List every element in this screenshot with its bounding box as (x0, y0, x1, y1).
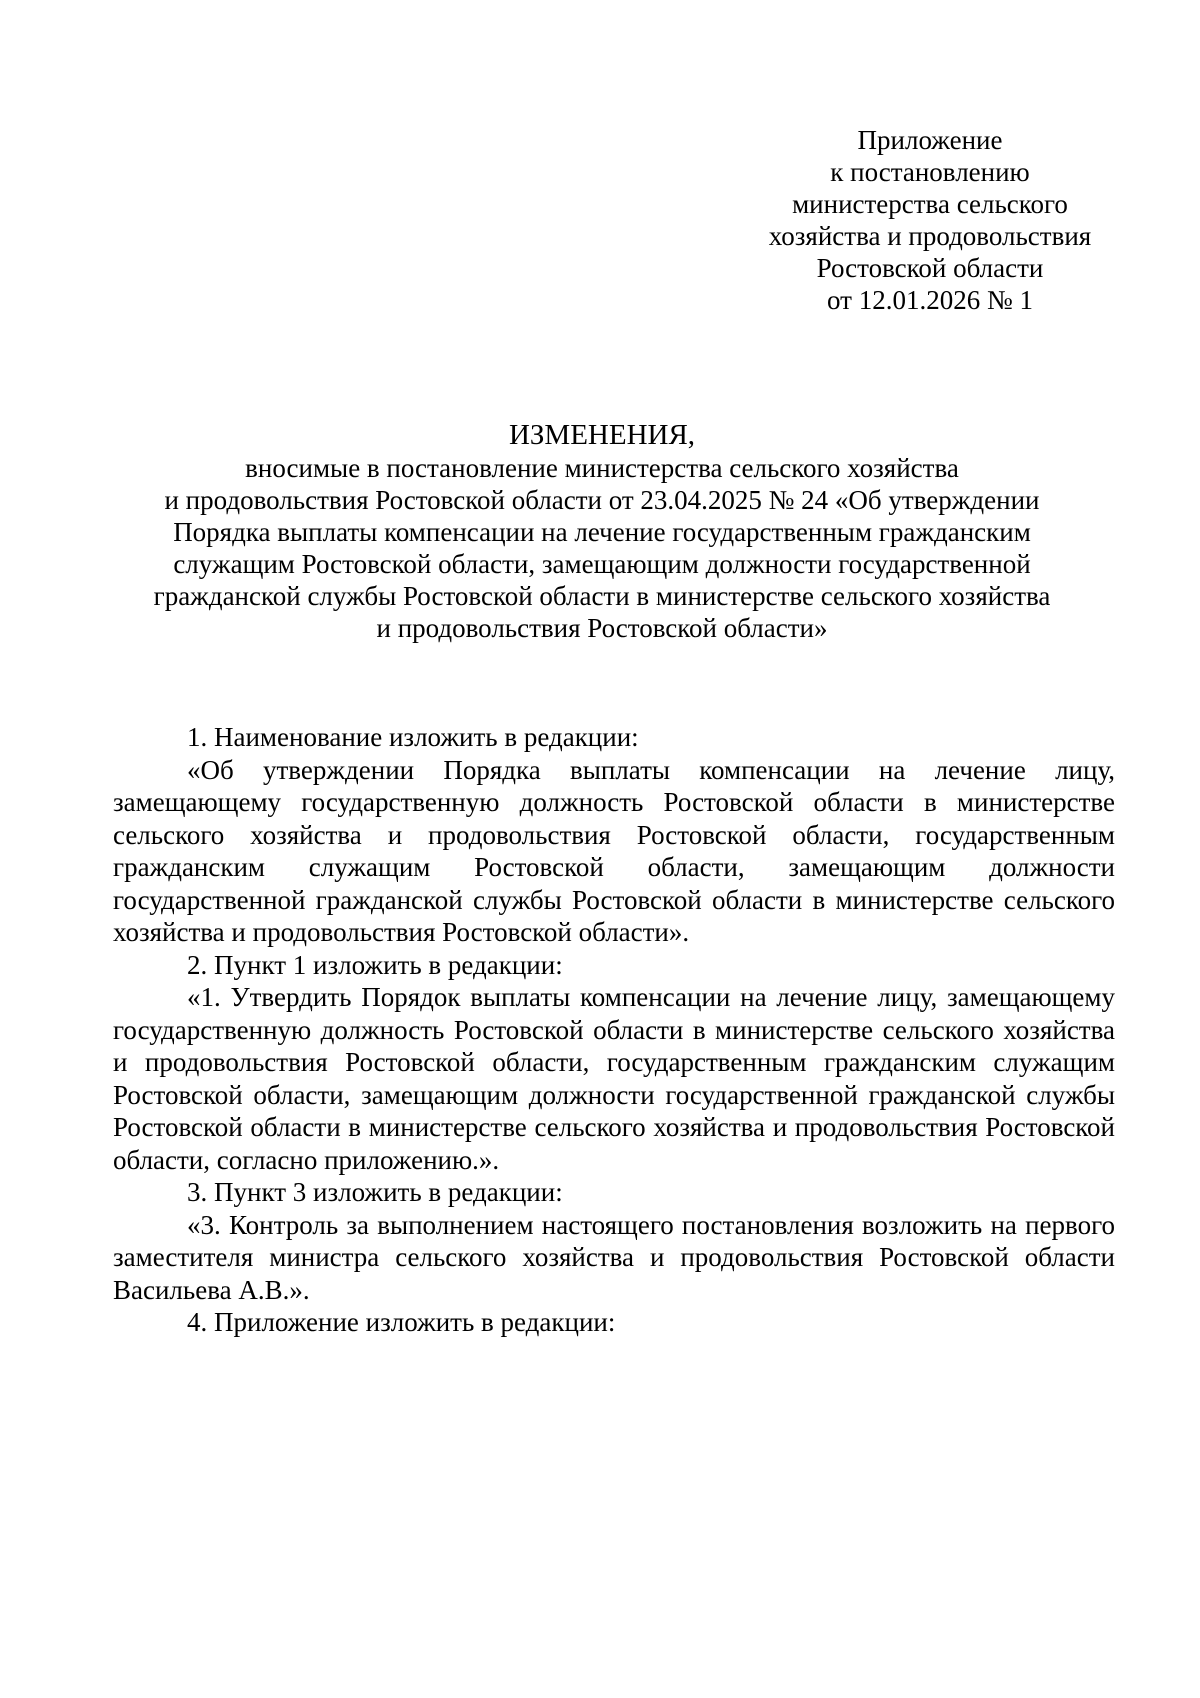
paragraph: «3. Контроль за выполнением настоящего постановления возложить на первого заместителя министра сельского хозяйства и продовольствия Ростовской области Васильева А.В.». (113, 1209, 1115, 1305)
appendix-line: к постановлению (830, 157, 1030, 187)
document-title (112, 418, 1092, 644)
paragraph: «Об утверждении Порядка выплаты компенсации на лечение лицу, замещающему государственную должность Ростовской области в министерстве сельского хозяйства и продовольствия Ростовской области, государственным гражданским служащим Ростовской области, замещающим должности государственной гражданской службы Ростовской области в министерстве сельского хозяйства и продовольствия Ростовской области». (113, 754, 1115, 947)
title-line: и продовольствия Ростовской области» (376, 613, 828, 643)
paragraph: 2. Пункт 1 изложить в редакции: (187, 949, 563, 980)
title-line: и продовольствия Ростовской области от 23.04.2025 № 24 «Об утверждении (164, 485, 1040, 515)
title-line: гражданской службы Ростовской области в министерстве сельского хозяйства (153, 581, 1051, 611)
title-line: Порядка выплаты компенсации на лечение государственным гражданским (173, 517, 1031, 547)
appendix-line: Ростовской области (816, 253, 1044, 283)
paragraph: 4. Приложение изложить в редакции: (187, 1307, 616, 1337)
paragraph: 1. Наименование изложить в редакции: (187, 722, 639, 752)
title-line: вносимые в постановление министерства сельского хозяйства (245, 453, 959, 483)
appendix-line: хозяйства и продовольствия (768, 221, 1092, 251)
appendix-header (730, 124, 1130, 316)
appendix-line: министерства сельского (792, 189, 1068, 219)
title-line: служащим Ростовской области, замещающим должности государственной (173, 549, 1031, 579)
document-body (113, 721, 1115, 1339)
paragraph: «1. Утвердить Порядок выплаты компенсации на лечение лицу, замещающему государственную должность Ростовской области в министерстве сельского хозяйства и продовольствия Ростовской области, государственным гражданским служащим Ростовской области, замещающим должности государственной гражданской службы Ростовской области в министерстве сельского хозяйства и продовольствия Ростовской области, согласно приложению.». (113, 982, 1115, 1175)
paragraph: 3. Пункт 3 изложить в редакции: (187, 1177, 563, 1207)
appendix-line: Приложение (857, 125, 1003, 155)
appendix-line: от 12.01.2026 № 1 (827, 285, 1033, 315)
title-heading: ИЗМЕНЕНИЯ, (508, 419, 696, 451)
